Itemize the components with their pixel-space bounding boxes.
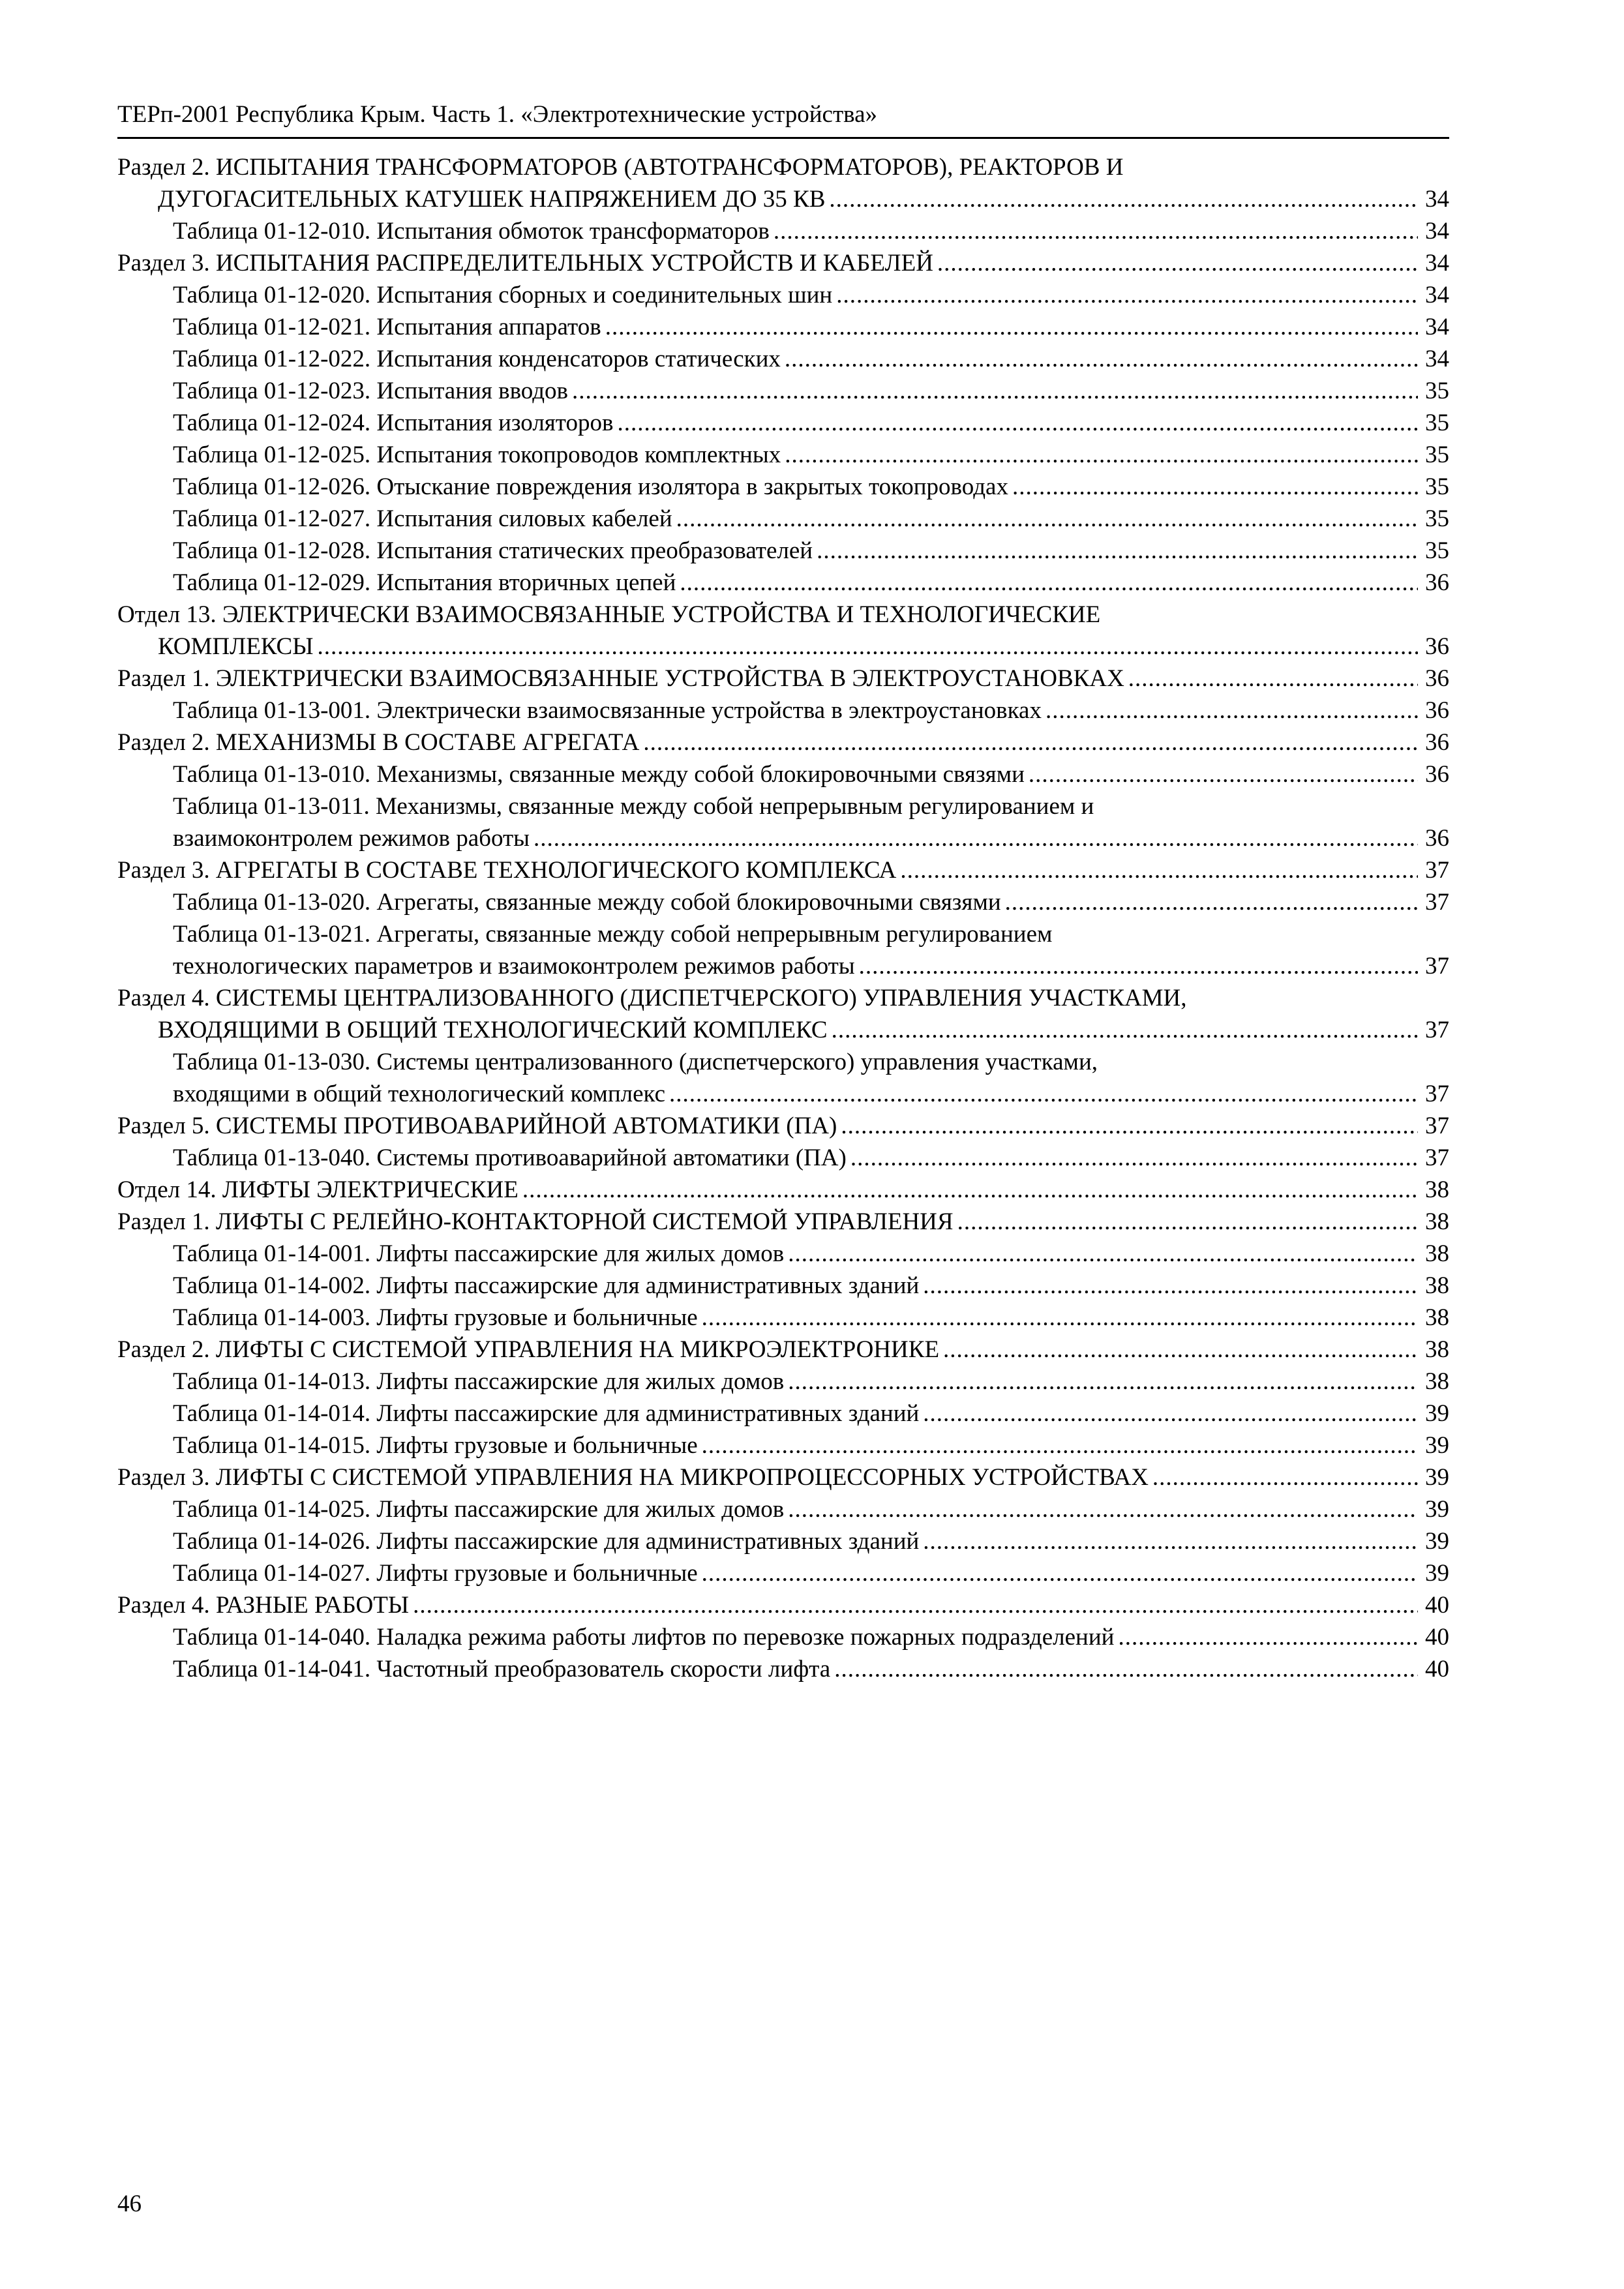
dot-leader: [788, 1238, 1418, 1270]
toc-entry-page: 34: [1425, 218, 1449, 245]
toc-entry-page: 37: [1425, 953, 1449, 980]
dot-leader: [817, 535, 1418, 567]
toc-entry[interactable]: [117, 535, 1449, 567]
toc-entry[interactable]: [117, 1366, 1449, 1398]
toc-entry-title-line: Таблица 01-14-013. Лифты пассажирские для жилых домов: [173, 1368, 785, 1395]
dot-leader: [534, 822, 1418, 854]
toc-entry-page: 35: [1425, 537, 1449, 564]
toc-entry[interactable]: [117, 1461, 1449, 1493]
toc-entry[interactable]: [117, 1142, 1449, 1174]
dot-leader: [1128, 663, 1418, 695]
toc-entry-title-line: Таблица 01-14-002. Лифты пассажирские для административных зданий: [173, 1272, 920, 1299]
toc-entry-title-line: технологических параметров и взаимоконтролем режимов работы: [173, 953, 855, 980]
page-number: 46: [117, 2191, 142, 2217]
dot-leader: [702, 1302, 1418, 1334]
toc-entry-title-line: Таблица 01-14-040. Наладка режима работы лифтов по перевозке пожарных подразделений: [173, 1624, 1115, 1651]
toc-entry[interactable]: [117, 1653, 1449, 1685]
toc-entry-title-line: Таблица 01-13-030. Системы централизованного (диспетчерского) управления участками,: [173, 1049, 1098, 1075]
toc-entry[interactable]: [117, 1493, 1449, 1525]
toc-entry[interactable]: [117, 247, 1449, 279]
toc-entry-title-line: Таблица 01-14-014. Лифты пассажирские для административных зданий: [173, 1400, 920, 1427]
toc-entry-title-line: Таблица 01-12-010. Испытания обмоток трансформаторов: [173, 218, 770, 245]
dot-leader: [957, 1206, 1418, 1238]
toc-entry-title-line: Таблица 01-12-023. Испытания вводов: [173, 378, 569, 404]
toc-entry-page: 36: [1425, 633, 1449, 660]
dot-leader: [943, 1334, 1418, 1366]
toc-entry-page: 35: [1425, 378, 1449, 404]
toc-entry[interactable]: [117, 1270, 1449, 1302]
toc-entry-title-line: Таблица 01-14-001. Лифты пассажирские для жилых домов: [173, 1240, 785, 1267]
toc-entry-title-line: Таблица 01-13-040. Системы противоаварийной автоматики (ПА): [173, 1144, 847, 1171]
toc-entry-title-line: Отдел 13. ЭЛЕКТРИЧЕСКИ ВЗАИМОСВЯЗАННЫЕ УСТРОЙСТВА И ТЕХНОЛОГИЧЕСКИЕ: [117, 601, 1101, 628]
toc-entry-page: 37: [1425, 1017, 1449, 1043]
toc-entry[interactable]: [117, 279, 1449, 311]
toc-entry-title-line: КОМПЛЕКСЫ: [158, 633, 314, 660]
toc-entry-page: 34: [1425, 250, 1449, 277]
running-header: ТЕРп-2001 Республика Крым. Часть 1. «Электротехнические устройства»: [117, 97, 1449, 139]
toc-entry-page: 39: [1425, 1496, 1449, 1523]
toc-entry-page: 34: [1425, 314, 1449, 340]
toc-entry-title-line: Раздел 2. ЛИФТЫ С СИСТЕМОЙ УПРАВЛЕНИЯ НА МИКРОЭЛЕКТРОНИКЕ: [117, 1336, 940, 1363]
dot-leader: [702, 1557, 1418, 1589]
toc-entry-title-line: ДУГОГАСИТЕЛЬНЫХ КАТУШЕК НАПРЯЖЕНИЕМ ДО 35 КВ: [158, 186, 826, 213]
dot-leader: [785, 439, 1418, 471]
toc-entry-page: 36: [1425, 569, 1449, 596]
dot-leader: [1012, 471, 1418, 503]
toc-entry[interactable]: [117, 1334, 1449, 1366]
toc-entry[interactable]: [117, 1398, 1449, 1429]
toc-entry-title-line: Раздел 5. СИСТЕМЫ ПРОТИВОАВАРИЙНОЙ АВТОМАТИКИ (ПА): [117, 1113, 837, 1139]
toc-entry[interactable]: [117, 1557, 1449, 1589]
toc-entry[interactable]: [117, 311, 1449, 343]
toc-entry-page: 37: [1425, 1113, 1449, 1139]
dot-leader: [1045, 695, 1418, 726]
toc-entry-title-line: Таблица 01-12-029. Испытания вторичных цепей: [173, 569, 676, 596]
toc-entry[interactable]: [117, 1206, 1449, 1238]
toc-entry-title-line: Раздел 4. СИСТЕМЫ ЦЕНТРАЛИЗОВАННОГО (ДИСПЕТЧЕРСКОГО) УПРАВЛЕНИЯ УЧАСТКАМИ,: [117, 985, 1187, 1011]
toc-entry-page: 40: [1425, 1624, 1449, 1651]
toc-entry-page: 35: [1425, 505, 1449, 532]
toc-entry[interactable]: [117, 1589, 1449, 1621]
toc-entry-title-line: Таблица 01-14-041. Частотный преобразователь скорости лифта: [173, 1656, 831, 1683]
toc-entry-page: 37: [1425, 1144, 1449, 1171]
dot-leader: [900, 854, 1418, 886]
toc-entry-page: 40: [1425, 1592, 1449, 1619]
toc-entry-page: 38: [1425, 1368, 1449, 1395]
toc-entry-title-line: Таблица 01-14-003. Лифты грузовые и больничные: [173, 1304, 698, 1331]
toc-entry-page: 39: [1425, 1400, 1449, 1427]
toc-entry-page: 39: [1425, 1560, 1449, 1587]
toc-entry[interactable]: [117, 151, 1449, 215]
toc-entry-page: 37: [1425, 857, 1449, 884]
toc-entry-title-line: ВХОДЯЩИМИ В ОБЩИЙ ТЕХНОЛОГИЧЕСКИЙ КОМПЛЕКС: [158, 1017, 828, 1043]
toc-entry-title-line: Таблица 01-12-022. Испытания конденсаторов статических: [173, 346, 781, 372]
toc-entry-page: 36: [1425, 825, 1449, 852]
toc-entry-title-line: Раздел 2. ИСПЫТАНИЯ ТРАНСФОРМАТОРОВ (АВТОТРАНСФОРМАТОРОВ), РЕАКТОРОВ И: [117, 154, 1124, 181]
toc-entry[interactable]: [117, 1525, 1449, 1557]
toc-entry-page: 35: [1425, 410, 1449, 436]
dot-leader: [522, 1174, 1418, 1206]
dot-leader: [832, 1014, 1418, 1046]
toc-entry-title-line: Таблица 01-12-020. Испытания сборных и соединительных шин: [173, 282, 833, 308]
toc-entry-page: 37: [1425, 1081, 1449, 1107]
toc-entry-page: 38: [1425, 1176, 1449, 1203]
toc-entry[interactable]: [117, 982, 1449, 1046]
dot-leader: [1118, 1621, 1418, 1653]
dot-leader: [785, 343, 1418, 375]
dot-leader: [923, 1398, 1418, 1429]
toc-entry-title-line: Раздел 3. ЛИФТЫ С СИСТЕМОЙ УПРАВЛЕНИЯ НА МИКРОПРОЦЕССОРНЫХ УСТРОЙСТВАХ: [117, 1464, 1149, 1491]
toc-entry-title-line: Раздел 3. АГРЕГАТЫ В СОСТАВЕ ТЕХНОЛОГИЧЕСКОГО КОМПЛЕКСА: [117, 857, 897, 884]
toc-entry-title-line: Раздел 3. ИСПЫТАНИЯ РАСПРЕДЕЛИТЕЛЬНЫХ УСТРОЙСТВ И КАБЕЛЕЙ: [117, 250, 933, 277]
toc-entry[interactable]: [117, 1046, 1449, 1110]
dot-leader: [1152, 1461, 1418, 1493]
toc-entry-title-line: Таблица 01-12-028. Испытания статических преобразователей: [173, 537, 813, 564]
dot-leader: [318, 631, 1419, 663]
toc-entry-title-line: Таблица 01-13-001. Электрически взаимосвязанные устройства в электроустановках: [173, 697, 1042, 724]
dot-leader: [572, 375, 1418, 407]
toc-entry[interactable]: [117, 854, 1449, 886]
toc-entry[interactable]: [117, 1302, 1449, 1334]
dot-leader: [676, 503, 1418, 535]
dot-leader: [859, 950, 1418, 982]
toc-entry-page: 34: [1425, 346, 1449, 372]
dot-leader: [413, 1589, 1418, 1621]
toc-entry-page: 35: [1425, 473, 1449, 500]
toc-entry-page: 34: [1425, 186, 1449, 213]
toc-entry[interactable]: [117, 1238, 1449, 1270]
toc-entry-page: 35: [1425, 441, 1449, 468]
toc-entry[interactable]: [117, 599, 1449, 663]
toc-entry-title-line: Таблица 01-13-020. Агрегаты, связанные между собой блокировочными связями: [173, 889, 1001, 916]
toc-entry-title-line: Таблица 01-13-011. Механизмы, связанные между собой непрерывным регулированием и: [173, 793, 1094, 820]
toc-entry[interactable]: [117, 758, 1449, 790]
toc-entry[interactable]: [117, 726, 1449, 758]
toc-entry[interactable]: [117, 790, 1449, 854]
toc-entry-page: 39: [1425, 1528, 1449, 1555]
toc-entry-page: 39: [1425, 1464, 1449, 1491]
toc-entry-page: 36: [1425, 761, 1449, 788]
toc-entry-title-line: Таблица 01-13-010. Механизмы, связанные между собой блокировочными связями: [173, 761, 1025, 788]
dot-leader: [923, 1270, 1418, 1302]
toc-entry-title-line: Раздел 1. ЭЛЕКТРИЧЕСКИ ВЗАИМОСВЯЗАННЫЕ УСТРОЙСТВА В ЭЛЕКТРОУСТАНОВКАХ: [117, 665, 1124, 692]
toc-entry[interactable]: [117, 407, 1449, 439]
toc-entry-title-line: Раздел 1. ЛИФТЫ С РЕЛЕЙНО-КОНТАКТОРНОЙ СИСТЕМОЙ УПРАВЛЕНИЯ: [117, 1208, 954, 1235]
dot-leader: [680, 567, 1418, 599]
toc-entry-title-line: Раздел 4. РАЗНЫЕ РАБОТЫ: [117, 1592, 410, 1619]
dot-leader: [788, 1366, 1418, 1398]
dot-leader: [836, 279, 1418, 311]
toc-entry[interactable]: [117, 471, 1449, 503]
toc-entry-page: 38: [1425, 1336, 1449, 1363]
dot-leader: [1005, 886, 1418, 918]
dot-leader: [669, 1078, 1418, 1110]
toc-entry-title-line: Таблица 01-12-021. Испытания аппаратов: [173, 314, 601, 340]
toc-entry[interactable]: [117, 1174, 1449, 1206]
toc-entry-title-line: Таблица 01-12-026. Отыскание повреждения изолятора в закрытых токопроводах: [173, 473, 1008, 500]
toc-entry-page: 38: [1425, 1304, 1449, 1331]
dot-leader: [829, 183, 1418, 215]
toc-entry-page: 40: [1425, 1656, 1449, 1683]
toc-entry-title-line: Таблица 01-14-027. Лифты грузовые и больничные: [173, 1560, 698, 1587]
toc-entry-page: 38: [1425, 1208, 1449, 1235]
table-of-contents: [117, 151, 1449, 1685]
toc-entry-title-line: входящими в общий технологический комплекс: [173, 1081, 666, 1107]
toc-entry-page: 36: [1425, 697, 1449, 724]
toc-entry-title-line: Раздел 2. МЕХАНИЗМЫ В СОСТАВЕ АГРЕГАТА: [117, 729, 640, 756]
dot-leader: [923, 1525, 1418, 1557]
toc-entry-title-line: взаимоконтролем режимов работы: [173, 825, 530, 852]
toc-entry[interactable]: [117, 886, 1449, 918]
toc-entry-title-line: Отдел 14. ЛИФТЫ ЭЛЕКТРИЧЕСКИЕ: [117, 1176, 519, 1203]
toc-entry[interactable]: [117, 1110, 1449, 1142]
dot-leader: [834, 1653, 1418, 1685]
dot-leader: [937, 247, 1418, 279]
dot-leader: [605, 311, 1418, 343]
dot-leader: [841, 1110, 1418, 1142]
toc-entry[interactable]: [117, 503, 1449, 535]
toc-entry-title-line: Таблица 01-14-026. Лифты пассажирские для административных зданий: [173, 1528, 920, 1555]
dot-leader: [702, 1429, 1418, 1461]
dot-leader: [1029, 758, 1418, 790]
dot-leader: [850, 1142, 1418, 1174]
toc-entry-title-line: Таблица 01-12-024. Испытания изоляторов: [173, 410, 614, 436]
toc-entry[interactable]: [117, 663, 1449, 695]
toc-entry-page: 36: [1425, 665, 1449, 692]
toc-entry[interactable]: [117, 918, 1449, 982]
toc-entry[interactable]: [117, 343, 1449, 375]
toc-entry[interactable]: [117, 1429, 1449, 1461]
toc-entry[interactable]: [117, 567, 1449, 599]
toc-entry-page: 34: [1425, 282, 1449, 308]
toc-entry-page: 38: [1425, 1272, 1449, 1299]
toc-entry[interactable]: [117, 1621, 1449, 1653]
toc-entry-title-line: Таблица 01-14-025. Лифты пассажирские для жилых домов: [173, 1496, 785, 1523]
toc-entry-title-line: Таблица 01-14-015. Лифты грузовые и больничные: [173, 1432, 698, 1459]
toc-entry[interactable]: [117, 215, 1449, 247]
toc-entry-page: 39: [1425, 1432, 1449, 1459]
toc-entry-title-line: Таблица 01-12-025. Испытания токопроводов комплектных: [173, 441, 781, 468]
toc-entry-page: 38: [1425, 1240, 1449, 1267]
dot-leader: [788, 1493, 1418, 1525]
dot-leader: [617, 407, 1418, 439]
toc-entry[interactable]: [117, 695, 1449, 726]
toc-entry-title-line: Таблица 01-13-021. Агрегаты, связанные между собой непрерывным регулированием: [173, 921, 1053, 948]
toc-entry-page: 36: [1425, 729, 1449, 756]
dot-leader: [774, 215, 1418, 247]
dot-leader: [643, 726, 1418, 758]
toc-entry[interactable]: [117, 375, 1449, 407]
toc-entry[interactable]: [117, 439, 1449, 471]
toc-entry-page: 37: [1425, 889, 1449, 916]
toc-entry-title-line: Таблица 01-12-027. Испытания силовых кабелей: [173, 505, 672, 532]
